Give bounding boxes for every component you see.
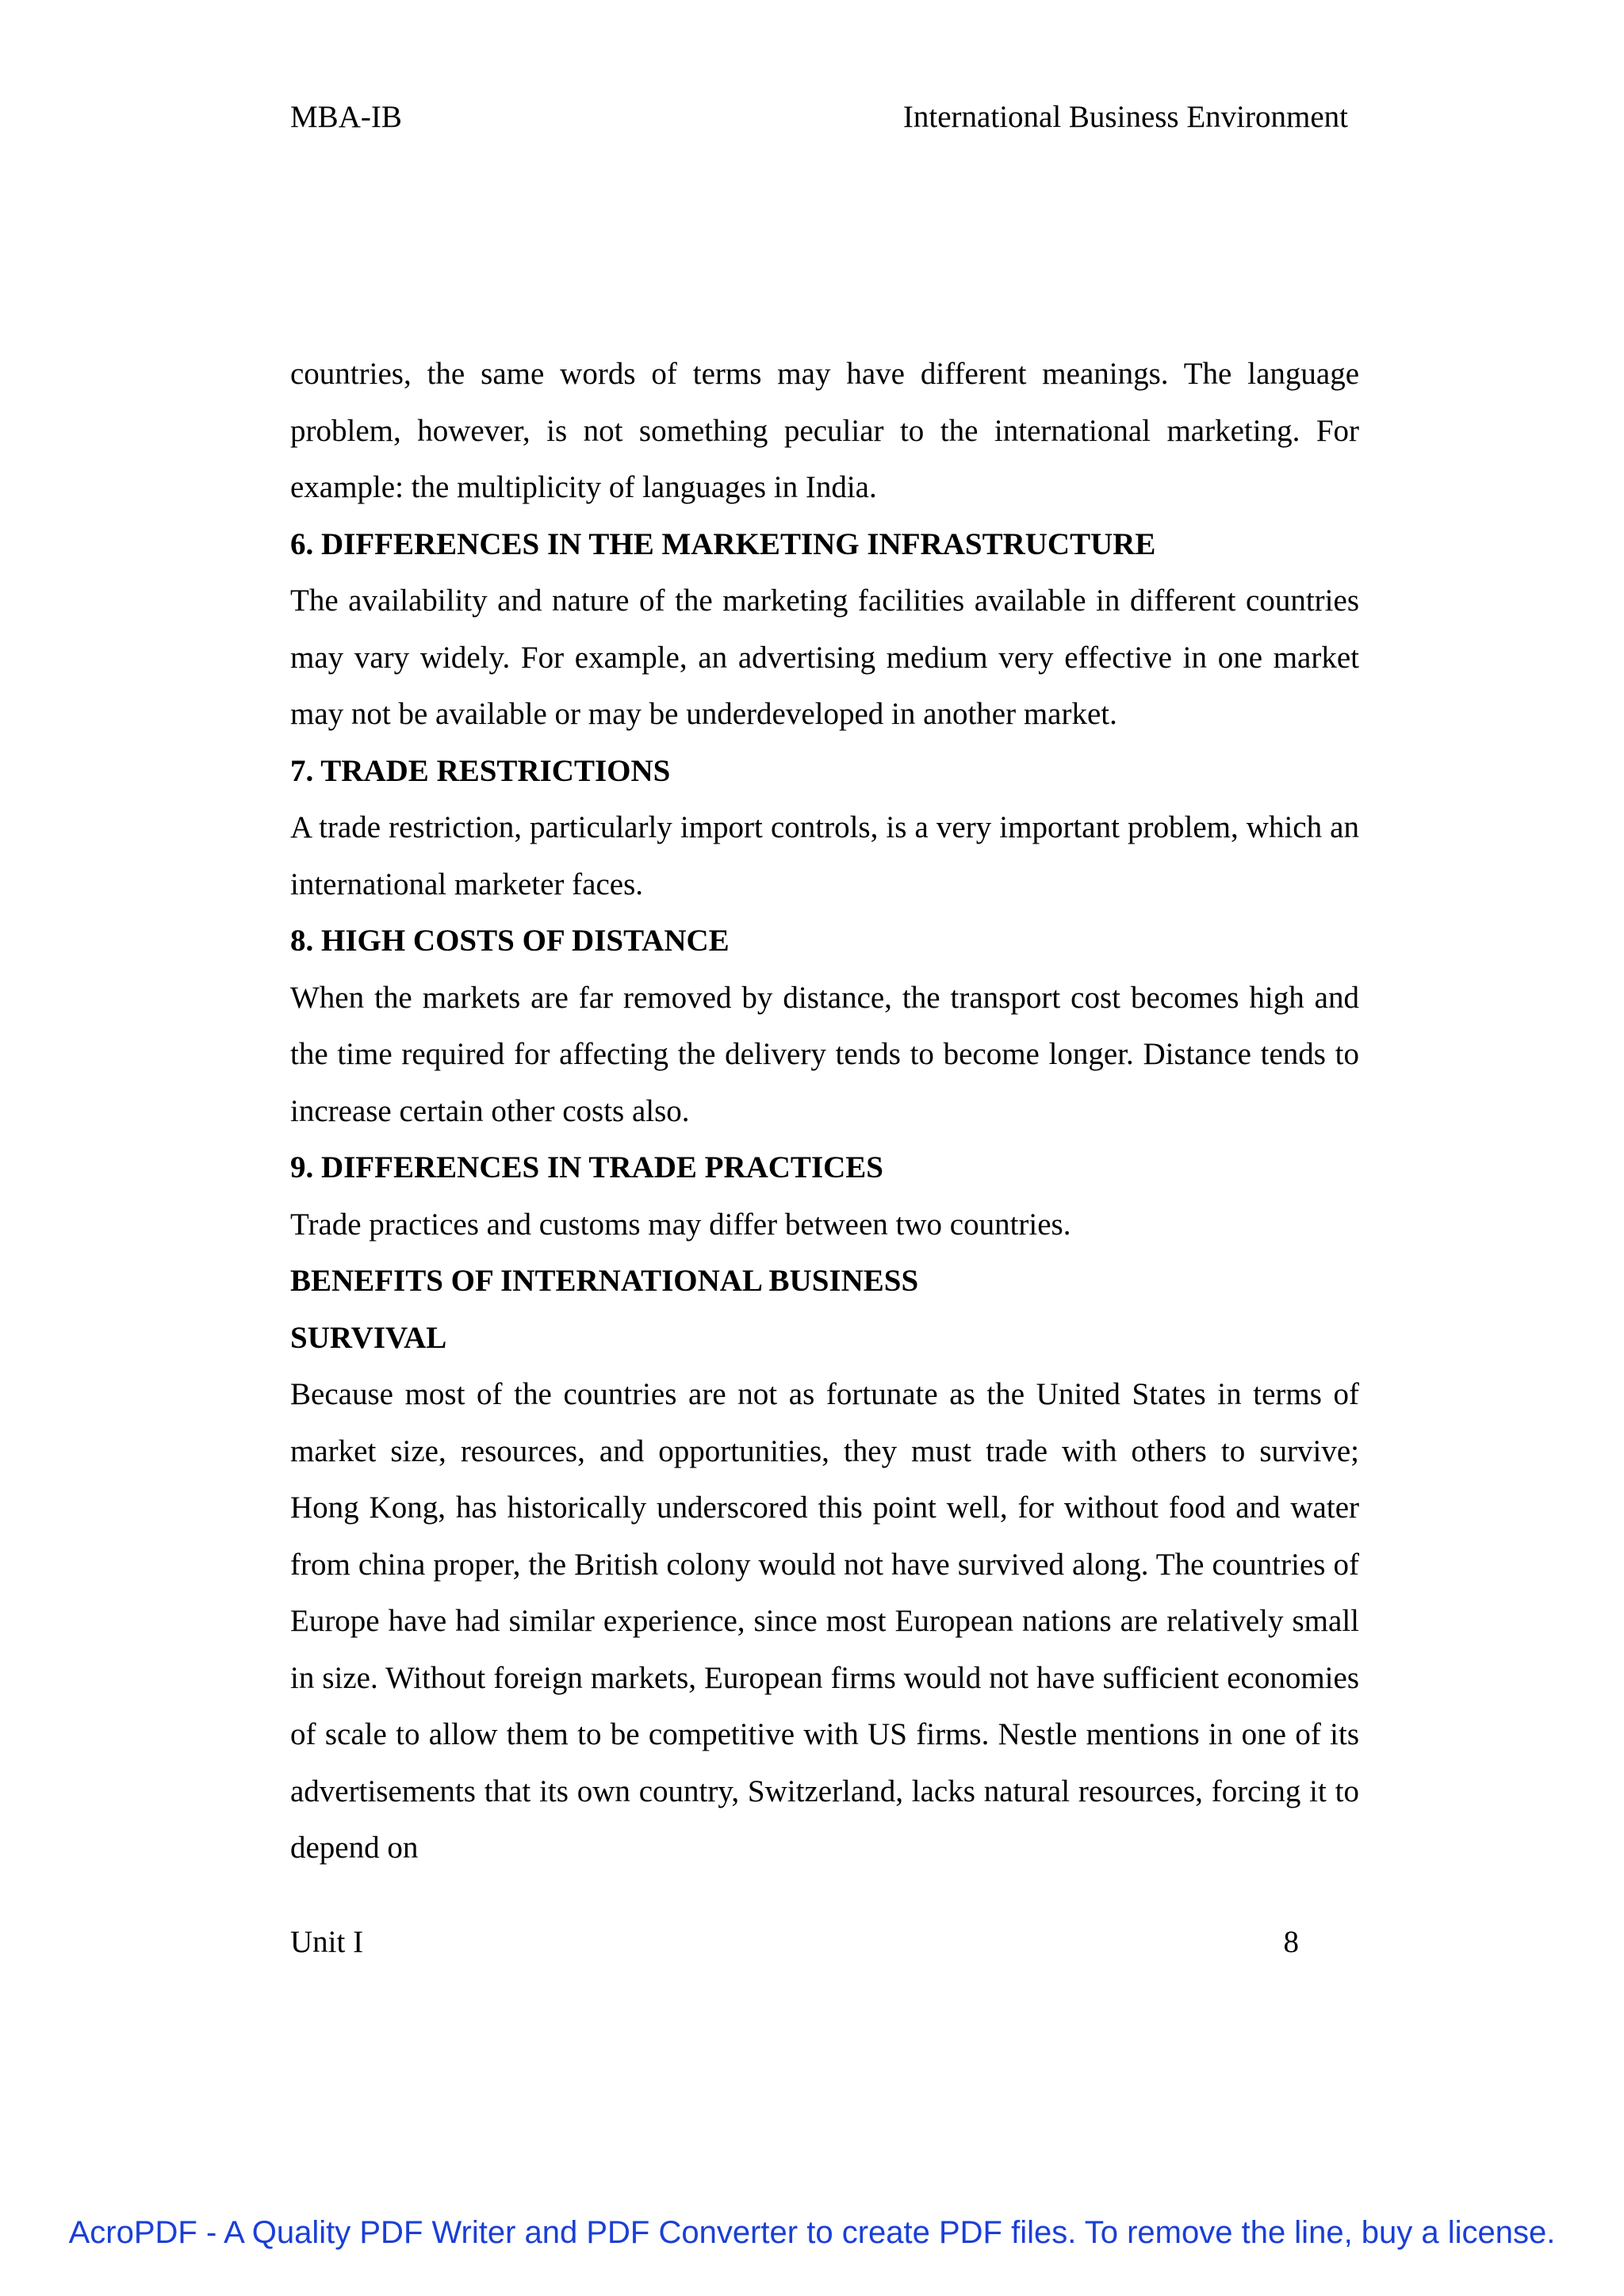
acropdf-watermark: AcroPDF - A Quality PDF Writer and PDF Converter to create PDF files. To remove the line, buy a license. (68, 2215, 1556, 2250)
paragraph-costs-of-distance: When the markets are far removed by distance, the transport cost becomes high and the time required for affecting the delivery tends to become longer. Distance tends to increase certain other costs also. (290, 980, 1359, 1128)
paragraph-trade-restrictions: A trade restriction, particularly import controls, is a very important problem, which an international marketer faces. (290, 810, 1359, 901)
heading-benefits: BENEFITS OF INTERNATIONAL BUSINESS (290, 1264, 919, 1298)
page-footer (290, 1919, 1299, 1966)
header-course-title: International Business Environment (902, 100, 1348, 134)
page-header (290, 94, 1348, 141)
header-course-code: MBA-IB (290, 100, 402, 134)
heading-survival: SURVIVAL (290, 1320, 447, 1355)
document-body (290, 346, 1359, 1877)
heading-trade-practices: 9. DIFFERENCES IN TRADE PRACTICES (290, 1150, 883, 1184)
heading-marketing-infrastructure: 6. DIFFERENCES IN THE MARKETING INFRASTRUCTURE (290, 526, 1156, 561)
footer-page-number: 8 (1283, 1925, 1299, 1959)
footer-unit-label: Unit I (290, 1925, 364, 1959)
heading-trade-restrictions: 7. TRADE RESTRICTIONS (290, 753, 671, 788)
paragraph-marketing-infrastructure: The availability and nature of the marketing facilities available in different countries may vary widely. For example, an advertising medium very effective in one market may not be available or may be underdeveloped in another market. (290, 584, 1359, 731)
paragraph-trade-practices: Trade practices and customs may differ between two countries. (290, 1207, 1071, 1242)
heading-costs-of-distance: 8. HIGH COSTS OF DISTANCE (290, 924, 730, 958)
paragraph-survival: Because most of the countries are not as fortunate as the United States in terms of market size, resources, and opportunities, they must trade with others to survive; Hong Kong, has historically underscored this point well, for without food and water from china proper, the British colony would not have survived along. The countries of Europe have had similar experience, since most European nations are relatively small in size. Without foreign markets, European firms would not have sufficient economies of scale to allow them to be competitive with US firms. Nestle mentions in one of its advertisements that its own country, Switzerland, lacks natural resources, forcing it to depend on (290, 1377, 1359, 1865)
paragraph-language-problem: countries, the same words of terms may have different meanings. The language problem, however, is not something peculiar to the international marketing. For example: the multiplicity of languages in India. (290, 357, 1359, 504)
